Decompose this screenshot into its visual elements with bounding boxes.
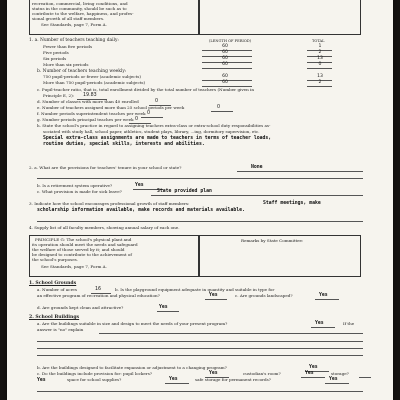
q1d-value: 0 — [155, 99, 159, 104]
grounds-d-answer: Yes — [159, 305, 168, 310]
q1b-row-total: 13 — [317, 74, 323, 79]
grounds-a-label: a. Number of acres — [37, 287, 77, 292]
q1a-row-total: 0 — [318, 62, 322, 67]
grounds-b-line2: an effective program of recreation and physical education? — [37, 293, 160, 298]
principle-remarks-label: Remarks by State Committee: — [241, 238, 304, 243]
q3-label: 3. Indicate how the school encourages professional growth of staff members: — [29, 201, 190, 206]
buildings-c-lockers-answer: Yes — [209, 371, 218, 376]
q1a-row-label: Five periods — [43, 50, 69, 55]
buildings-a-answer: Yes — [315, 321, 324, 326]
intro-text-line3: contribute to the welfare, happiness, and profes- — [32, 11, 134, 16]
school-grounds-title: 1. School Grounds — [29, 281, 77, 286]
grounds-d-label: d. Are grounds kept clean and attractive? — [37, 305, 124, 310]
buildings-c-safe-label: safe storage for permanent records? — [195, 377, 271, 382]
q1b-row-total: 2 — [318, 80, 322, 85]
intro-text-line1: recreation, commercial, living conditions, and — [32, 1, 128, 6]
q1e-value: 0 — [217, 105, 221, 110]
q1a-row-total: 1 — [318, 44, 322, 49]
buildings-c-label: c. Do the buildings include provision for: pupil lockers? — [37, 371, 153, 376]
grounds-acres-value: 16 — [95, 287, 102, 292]
buildings-b-label: b. Are the buildings designed to facilitate expansion or adjustment to a changing program? — [37, 365, 227, 370]
q1h-answer-line1: Special extra-class assignments are made to teachers in terms of teacher loads, — [43, 136, 272, 141]
q2c-label: c. What provision is made for sick leave? — [37, 189, 122, 194]
q1a-row-minutes: 60 — [222, 50, 228, 55]
q1a-row-label: More than six periods — [43, 62, 89, 67]
q3-answer-line1: Staff meetings, make — [263, 201, 321, 206]
q2c-answer: State provided plan — [157, 189, 212, 194]
q1h-answer-line2: routine duties, special skills, interests and abilities. — [43, 142, 205, 147]
principle-line1: PRINCIPLE G: The school's physical plant and — [35, 237, 132, 242]
q1a-label: 1. a. Number of teachers teaching daily: — [29, 38, 119, 43]
buildings-a-if: If the — [343, 321, 355, 326]
q1a-row-minutes: 60 — [222, 62, 228, 67]
q1f-label: f. Number periods superintendent teaches per week — [37, 111, 146, 116]
q1a-row-total: 13 — [317, 56, 323, 61]
document-page — [7, 0, 393, 400]
q1b-row-label: More than 750 pupil-periods (academic subjects) — [43, 80, 146, 85]
q1b-row-minutes: 60 — [222, 80, 228, 85]
col-length-of-period: (LENGTH OF PERIOD) — [209, 39, 252, 43]
q2b-answer: Yes — [135, 183, 144, 188]
principle-line4: be designed to contribute to the achievement of — [32, 252, 132, 257]
q1f-value: 0 — [147, 111, 151, 116]
intro-text-line2: status in the community, should be such as to — [32, 6, 127, 11]
q1a-row-minutes: 60 — [222, 44, 228, 49]
q1c-line2: Principle E, 2): — [43, 93, 75, 98]
grounds-b-label: b. Is the playground equipment adequate in quantity and suitable in type for — [115, 287, 275, 292]
q1h-line2: sociated with study hall, school paper, athletics, student plays, library, ...ing, dormitory supervision, etc. — [43, 129, 260, 134]
q2b-label: b. Is a retirement system operative? — [37, 183, 113, 188]
principle-line3: the welfare of those served by it; and should — [32, 247, 125, 252]
q1c-ratio-value: 19.83 — [83, 93, 97, 98]
intro-standards: See Standards, page 7, Form A. — [41, 22, 107, 27]
buildings-c-safe-answer: Yes — [329, 377, 338, 382]
buildings-c-storage-answer: Yes — [37, 378, 46, 383]
q2a-label: 2. a. What are the provisions for teachers' tenure in your school or state? — [29, 165, 182, 170]
principle-standards: See Standards, page 7, Form A. — [41, 264, 107, 269]
principle-line5: the school's purposes. — [32, 257, 79, 262]
q1a-row-total: 2 — [318, 50, 322, 55]
q1e-label: e. Number of teachers assigned more than 25 school periods per week — [37, 105, 185, 110]
buildings-c-custodian-label: custodian's room? — [243, 371, 281, 376]
q1a-row-minutes: 60 — [222, 56, 228, 61]
buildings-a-label: a. Are the buildings suitable in size and design to meet the needs of your present program? — [37, 321, 228, 326]
buildings-a-line2: answer is "no" explain — [37, 327, 84, 332]
q1d-label: d. Number of classes with more than 40 enrolled — [37, 99, 139, 104]
q2a-answer: None — [251, 165, 263, 170]
q1b-row-minutes: 60 — [222, 74, 228, 79]
school-buildings-title: 2. School Buildings — [29, 315, 80, 320]
intro-remarks-box — [199, 0, 361, 35]
q1b-row-label: 750 pupil-periods or fewer (academic subjects) — [43, 74, 141, 79]
q1c-line1: c. Pupil-teacher ratio, that is, total enrollment divided by the total number of teachers (Number given in — [37, 87, 254, 92]
principle-line2: its operation should meet the needs and safeguard — [32, 242, 138, 247]
q1b-label: b. Number of teachers teaching weekly: — [37, 69, 127, 74]
q1h-line1: h. State the school's practice in regard to assigning teachers extra-class or extra-school duty responsibilities as- — [37, 123, 271, 128]
q1a-row-label: Six periods — [43, 56, 67, 61]
grounds-c-answer: Yes — [319, 293, 328, 298]
buildings-c-space-answer: Yes — [169, 377, 178, 382]
intro-text-line4: sional growth of all staff members. — [32, 16, 105, 21]
q4-label: 4. Supply list of all faculty members, showing annual salary of each one. — [29, 225, 180, 230]
col-total: TOTAL — [312, 39, 325, 43]
grounds-c-label: c. Are grounds landscaped? — [235, 293, 293, 298]
buildings-c-space-label: space for school supplies? — [67, 377, 122, 382]
buildings-b-answer: Yes — [309, 365, 318, 370]
q1g-label: g. Number periods principal teaches per week — [37, 117, 134, 122]
q3-answer-line2: scholarship information available, make records and materials available. — [37, 208, 245, 213]
q1a-row-label: Fewer than five periods — [43, 44, 93, 49]
q1g-value: 0 — [135, 117, 139, 122]
buildings-c-custodian-answer: Yes — [305, 371, 314, 376]
grounds-b-answer: Yes — [209, 293, 218, 298]
buildings-c-storage-label: storage? — [331, 371, 349, 376]
